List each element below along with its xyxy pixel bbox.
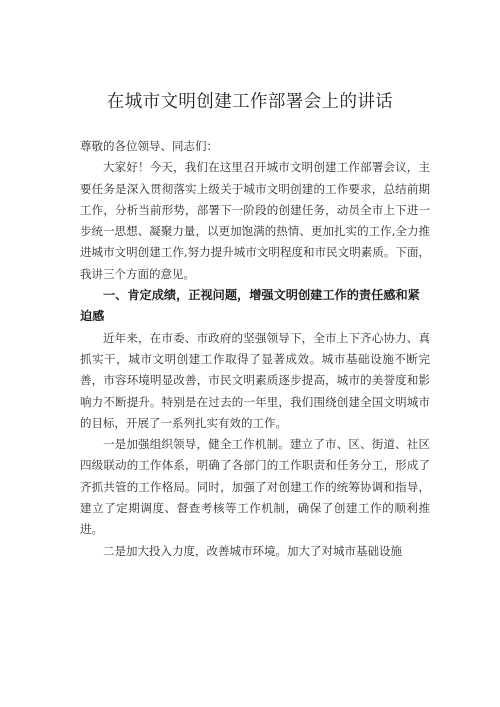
document-body [80,136,430,562]
paragraph-achievements: 近年来，在市委、市政府的坚强领导下，全市上下齐心协力、真抓实干，城市文明创建工作取得了显著成效。城市基础设施不断完善，市容环境明显改善，市民文明素质逐步提高，城市的美誉度和影响力不断提升。特别是在过去的一年里，我们围绕创建全国文明城市的目标，开展了一系列扎实有效的工作。 [80,330,430,430]
paragraph-point-two: 二是加大投入力度，改善城市环境。加大了对城市基础设施 [103,543,402,558]
salutation: 尊敬的各位领导、同志们： [80,139,218,153]
section-heading-1: 一、肯定成绩，正视问题，增强文明创建工作的责任感和紧迫感 [80,288,420,324]
document-title: 在城市文明创建工作部署会上的讲话 [106,92,394,112]
paragraph-opening: 大家好！今天，我们在这里召开城市文明创建工作部署会议，主要任务是深入贯彻落实上级关于城市文明创建的工作要求，总结前期工作，分析当前形势，部署下一阶段的创建任务，动员全市上下进一步统一思想、凝聚力量，以更加饱满的热情、更加扎实的工作,全力推进城市文明创建工作,努力提升城市文明程度和市民文明素质。下面，我讲三个方面的意见。 [80,160,430,281]
paragraph-point-one: 一是加强组织领导，健全工作机制。建立了市、区、街道、社区四级联动的工作体系，明确了各部门的工作职责和任务分工，形成了齐抓共管的工作格局。同时，加强了对创建工作的统筹协调和指导，建立了定期调度、督查考核等工作机制，确保了创建工作的顺利推进。 [80,437,430,537]
